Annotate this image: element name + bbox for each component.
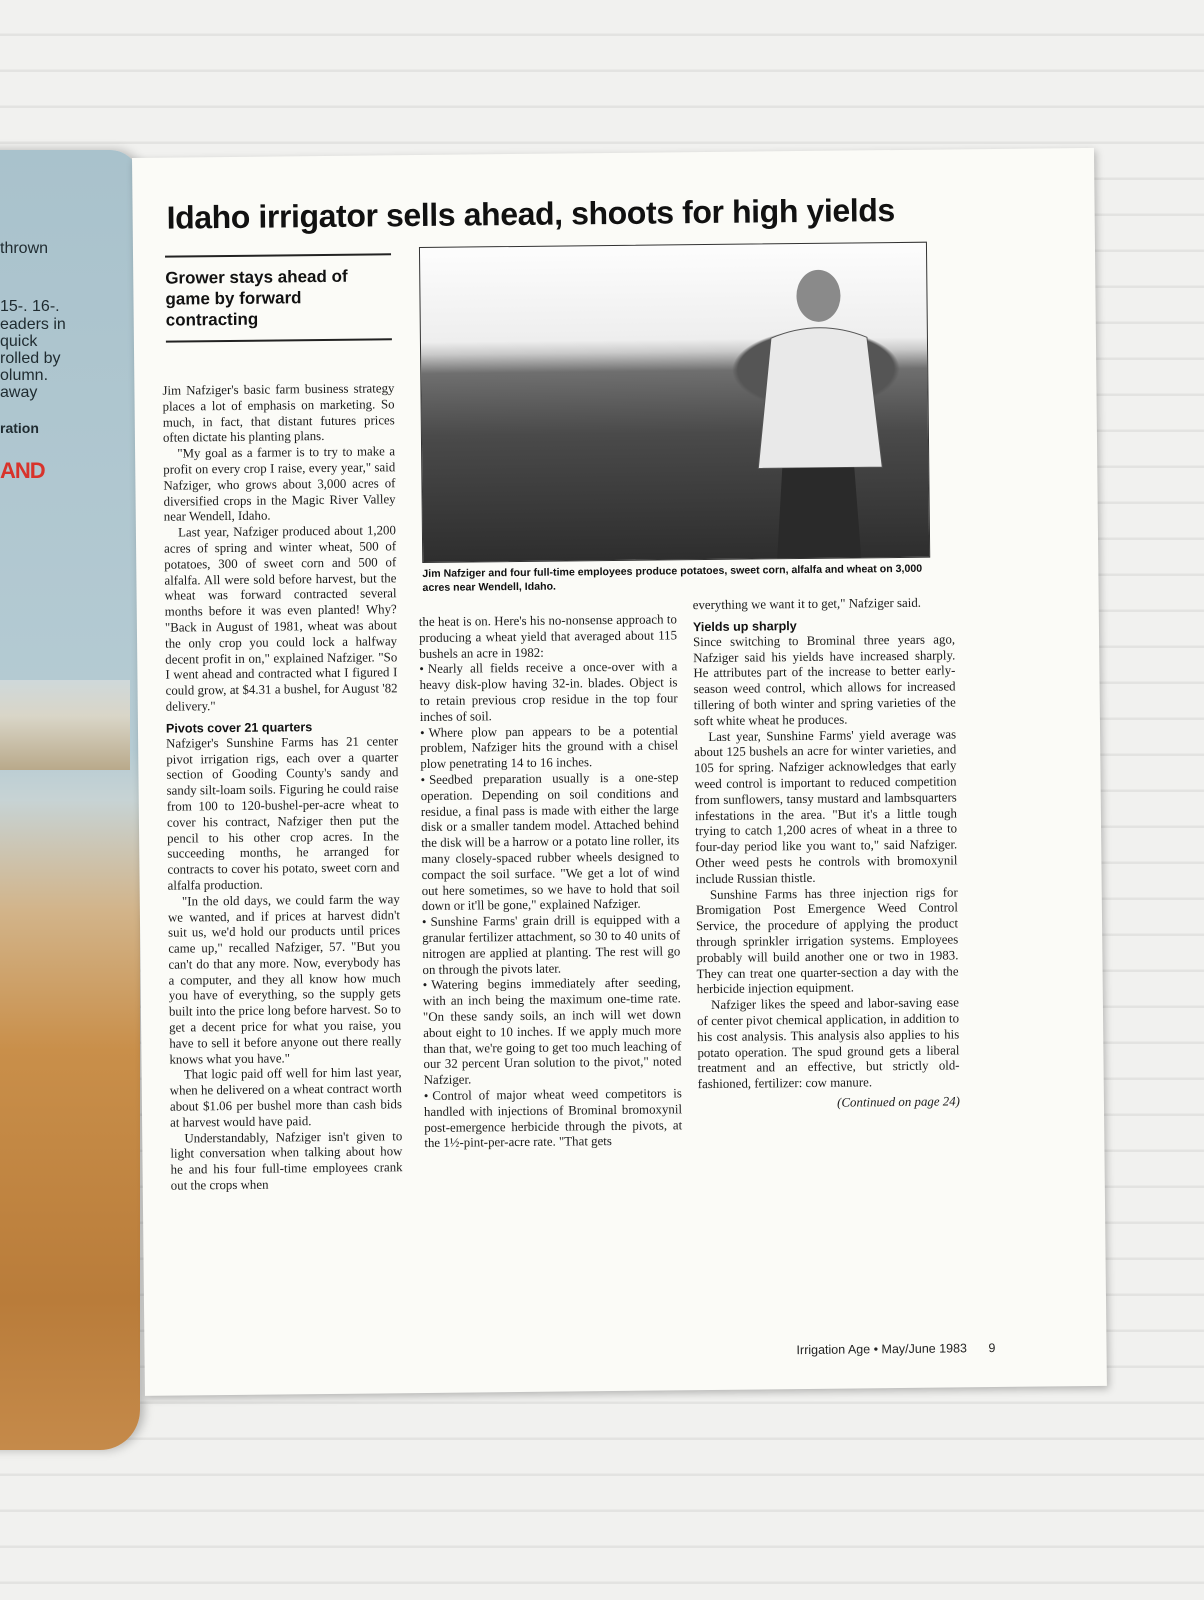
article-deck-box — [165, 253, 392, 342]
paragraph: Jim Nafziger's basic farm business strategy places a lot of emphasis on marketing. So much, in fact, that distant futures prices often dictate his planting plans. — [162, 381, 395, 446]
farmer-wheat-field-photo — [419, 242, 930, 563]
adjacent-text-fragment: rolled by — [0, 350, 61, 367]
paragraph: Sunshine Farms has three injection rigs for Bromigation Post Emergence Weed Control Service, the procedure of applying the product through sprinkler irrigation systems. Employees probably will build another one or two in 1983. They can treat one quarter-section a day with the herbicide injection equipment. — [695, 884, 959, 997]
bullet-text: Sunshine Farms' grain drill is equipped with a granular fertilizer attachment, so 30 to 40 units of nitrogen are applied at planting. The rest will go on through the pivots later. — [422, 912, 681, 977]
bullet-item — [422, 912, 681, 978]
subhead: Yields up sharply — [692, 618, 797, 634]
bullet-text: Seedbed preparation usually is a one-step operation. Depending on soil conditions and residue, a final pass is made with either the large disk or a smaller tandem model. Attached behind the disk will be a harrow or a potato line roller, its many closely-spaced rubber wheels designed to compact the soil surface. "We get a lot of wind out here sometimes, so we have to hold that soil down or it'll be gone," explained Nafziger. — [420, 770, 680, 914]
adjacent-text-fragment: thrown — [0, 240, 49, 257]
publication-info: Irrigation Age • May/June 1983 — [796, 1341, 968, 1358]
page-footer — [796, 1340, 1086, 1357]
continued-on-page: (Continued on page 24) — [837, 1094, 960, 1110]
bullet-item — [424, 1086, 683, 1152]
bullet-item — [420, 723, 678, 773]
bullet-icon — [420, 726, 429, 740]
adjacent-logo-fragment: AND — [0, 458, 45, 483]
article-deck: Grower stays ahead of game by forward contracting — [165, 266, 348, 330]
adjacent-text-fragment: 15-. 16-. — [0, 298, 60, 315]
paragraph: Nafziger likes the speed and labor-saving ease of center pivot chemical application, in addition to his cost analysis. This analysis also applies to his potato operation. The spud ground gets a liberal treatment and an effective, but strictly old-fashioned, fertilizer: cow manure. — [696, 995, 960, 1092]
bullet-item — [423, 976, 682, 1089]
article-column-1 — [162, 381, 402, 1194]
paragraph: the heat is on. Here's his no-nonsense approach to producing a wheat yield that averaged about 115 bushels an acre in 1982: — [418, 612, 678, 661]
adjacent-text-fragment: olumn. — [0, 367, 49, 384]
bullet-icon — [422, 915, 431, 929]
adjacent-text-fragment: quick — [0, 333, 38, 350]
bullet-icon — [424, 1089, 433, 1103]
paragraph: "In the old days, we could farm the way we wanted, and if prices at harvest didn't suit us, we'd hold our products until prices came up," recalled Nafziger, 57. "But you can't do that any more. Now, everybody has a computer, and they all know how much you have of everything, so the supply gets built into the price long before harvest. So to get a decent price for what you raise, you have to sell it before anyone out there really knows what you have." — [167, 891, 402, 1067]
adjacent-photo — [0, 680, 130, 770]
bullet-icon — [423, 978, 432, 992]
paragraph: Nafziger's Sunshine Farms has 21 center pivot irrigation rigs, each over a quarter section of Gooding County's sandy and sandy silt-loam soils. Figuring he could raise from 100 to 120-bushel-per-acre wheat to cover his contract, Nafziger then put the pencil to his other crop acres. In the succeeding months, he arranged for contracts to cover his potato, sweet corn and alfalfa production. — [166, 733, 400, 893]
bullet-item — [419, 660, 678, 726]
paragraph: Understandably, Nafziger isn't given to light conversation when talking about how he and his four full-time employees crank out the crops when — [170, 1128, 403, 1193]
bullet-icon — [420, 773, 429, 787]
bullet-text: Control of major wheat weed competitors is handled with injections of Brominal bromoxynil post-emergence herbicide through the pivots, at the 1½-pint-per-acre rate. "That gets — [423, 1086, 683, 1151]
bullet-icon — [419, 662, 428, 676]
article-headline: Idaho irrigator sells ahead, shoots for high yields — [166, 192, 895, 236]
adjacent-page — [0, 150, 140, 1450]
adjacent-text-fragment: ration — [0, 420, 39, 436]
photo-caption: Jim Nafziger and four full-time employees produce potatoes, sweet corn, alfalfa and wheat on 3,000 acres near Wendell, Idaho. — [422, 562, 923, 594]
paragraph: Last year, Sunshine Farms' yield average was about 125 bushels an acre for winter varieties, and 105 for spring. Nafziger acknowledges that early weed control is important to reduced competition from sunflowers, tansy mustard and lambsquarters infestations in the area. "But it's a little tough trying to catch 1,200 acres of wheat in a three to four-day period like you want to," said Nafziger. Other weed pests he controls with bromoxynil include Russian thistle. — [694, 726, 958, 886]
page-number: 9 — [988, 1341, 996, 1356]
farmer-silhouette — [740, 257, 893, 559]
paragraph: That logic paid off well for him last year, when he delivered on a wheat contract worth about $1.06 per bushel more than cash bids at harvest would have paid. — [169, 1065, 402, 1130]
bullet-text: Watering begins immediately after seeding, with an inch being the maximum one-time rate. "On these sandy soils, an inch will wet down about eight to 10 inches. If we apply much more than that, we're going to get too much leaching of our 32 percent Uran solution to the pivot," noted Nafziger. — [422, 975, 682, 1088]
paragraph: "My goal as a farmer is to try to make a profit on every crop I raise, every year," said Nafziger, who grows about 3,000 acres of diversified crops in the Magic River Valley near Wendell, Idaho. — [163, 444, 396, 525]
subhead: Pivots cover 21 quarters — [165, 719, 313, 736]
bullet-text: Where plow pan appears to be a potential problem, Nafziger hits the ground with a chisel plow penetrating 14 to 16 inches. — [420, 722, 679, 772]
adjacent-text-fragment: eaders in — [0, 316, 66, 333]
article-column-3 — [693, 595, 960, 1112]
paragraph: everything we want it to get," Nafziger said. — [692, 595, 922, 613]
article-column-2 — [419, 612, 683, 1152]
bullet-text: Nearly all fields receive a once-over with a heavy disk-plow having 32-in. blades. Object is to retain previous crop residue in the top four inches of soil. — [419, 659, 678, 724]
adjacent-text-fragment: away — [0, 384, 38, 401]
paragraph: Since switching to Brominal three years ago, Nafziger said his yields have increased sharply. He attributes part of the increase to better early-season weed control, which allows for increased tillering of both winter and spring varieties of the soft white wheat he produces. — [693, 632, 956, 728]
paragraph: Last year, Nafziger produced about 1,200 acres of spring and winter wheat, 500 of potatoes, 300 of sweet corn and 500 of alfalfa. All were sold before harvest, but the wheat was forward contracted several months before it was even planted! Why? "Back in August of 1981, wheat was about the only crop you could lock a halfway decent profit in on," explained Nafziger. "So I went ahead and contracted what I figured I could grow, at $4.31 a bushel, for August '82 delivery." — [164, 523, 398, 714]
bullet-item — [420, 770, 679, 915]
magazine-page — [132, 148, 1107, 1396]
